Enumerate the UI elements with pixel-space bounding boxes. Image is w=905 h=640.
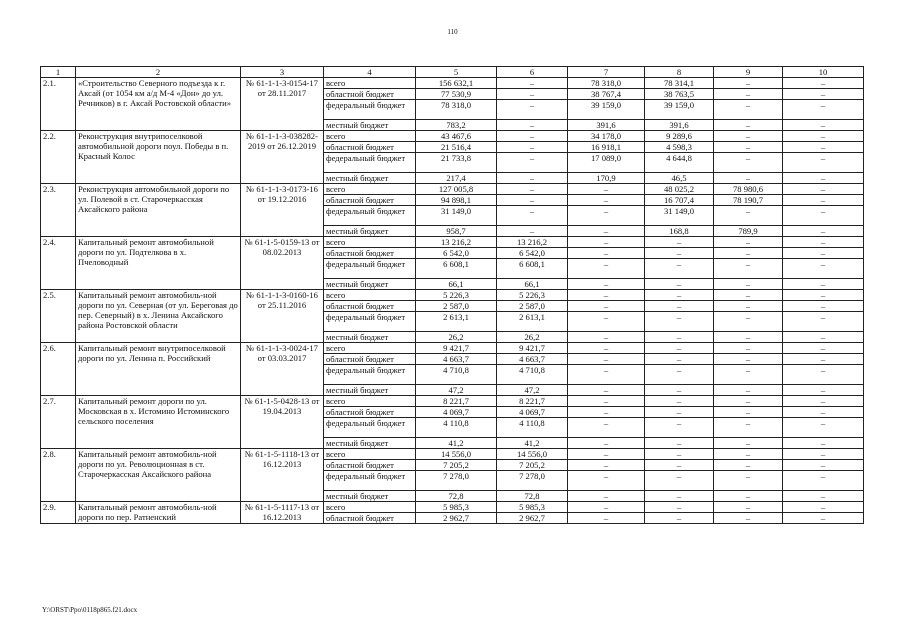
funding-source-cell: местный бюджет: [324, 120, 416, 131]
amount-cell: 391,6: [568, 120, 645, 131]
column-number-row: [41, 67, 864, 78]
amount-cell: 4 069,7: [497, 407, 568, 418]
amount-cell: 94 898,1: [416, 195, 497, 206]
funding-source-cell: всего: [324, 343, 416, 354]
amount-cell: –: [568, 385, 645, 396]
funding-source-cell: областной бюджет: [324, 460, 416, 471]
funding-source-cell: областной бюджет: [324, 89, 416, 100]
amount-cell: –: [714, 100, 783, 120]
file-path-footer: Y:\ORST\Ppo\0118p865.f21.docx: [42, 606, 138, 614]
amount-cell: –: [568, 237, 645, 248]
item-number-cell: 2.3.: [41, 184, 76, 237]
amount-cell: –: [714, 449, 783, 460]
amount-cell: 2 587,0: [497, 301, 568, 312]
column-number-cell: 6: [497, 67, 568, 78]
amount-cell: 5 985,3: [416, 502, 497, 513]
amount-cell: –: [783, 206, 864, 226]
amount-cell: 5 226,3: [497, 290, 568, 301]
funding-source-cell: областной бюджет: [324, 301, 416, 312]
funding-source-cell: областной бюджет: [324, 195, 416, 206]
amount-cell: 9 289,6: [645, 131, 714, 142]
amount-cell: 2 962,7: [416, 513, 497, 524]
expertise-doc-cell: № 61-1-5-1118-13 от 16.12.2013: [241, 449, 324, 502]
amount-cell: 4 710,8: [416, 365, 497, 385]
item-number-cell: 2.9.: [41, 502, 76, 524]
amount-cell: 47,2: [497, 385, 568, 396]
amount-cell: –: [714, 396, 783, 407]
amount-cell: 6 608,1: [416, 259, 497, 279]
funding-source-cell: областной бюджет: [324, 407, 416, 418]
funding-source-cell: федеральный бюджет: [324, 153, 416, 173]
amount-cell: 127 005,8: [416, 184, 497, 195]
funding-source-cell: федеральный бюджет: [324, 312, 416, 332]
amount-cell: –: [714, 131, 783, 142]
amount-cell: 17 089,0: [568, 153, 645, 173]
expertise-doc-cell: № 61-1-5-0428-13 от 19.04.2013: [241, 396, 324, 449]
amount-cell: –: [714, 279, 783, 290]
amount-cell: 78 190,7: [714, 195, 783, 206]
funding-source-cell: всего: [324, 502, 416, 513]
table-row: [41, 449, 864, 460]
amount-cell: –: [783, 460, 864, 471]
funding-source-cell: местный бюджет: [324, 491, 416, 502]
funding-source-cell: местный бюджет: [324, 173, 416, 184]
amount-cell: –: [714, 237, 783, 248]
item-number-cell: 2.8.: [41, 449, 76, 502]
amount-cell: –: [714, 259, 783, 279]
amount-cell: 789,9: [714, 226, 783, 237]
amount-cell: –: [783, 407, 864, 418]
amount-cell: –: [783, 237, 864, 248]
object-name-cell: Капитальный ремонт автомобиль-ной дороги по ул. Северная (от ул. Береговая до пер. Северный) в х. Ленина Аксайского района Ростовской области: [76, 290, 241, 343]
amount-cell: –: [714, 301, 783, 312]
amount-cell: 7 278,0: [497, 471, 568, 491]
funding-source-cell: местный бюджет: [324, 226, 416, 237]
amount-cell: 4 644,8: [645, 153, 714, 173]
column-number-cell: 7: [568, 67, 645, 78]
expertise-doc-cell: № 61-1-1-3-0160-16 от 25.11.2016: [241, 290, 324, 343]
funding-source-cell: федеральный бюджет: [324, 471, 416, 491]
amount-cell: –: [783, 471, 864, 491]
amount-cell: 66,1: [416, 279, 497, 290]
amount-cell: –: [783, 365, 864, 385]
amount-cell: –: [645, 237, 714, 248]
amount-cell: 8 221,7: [416, 396, 497, 407]
amount-cell: 13 216,2: [497, 237, 568, 248]
amount-cell: 5 985,3: [497, 502, 568, 513]
funding-source-cell: всего: [324, 449, 416, 460]
amount-cell: 31 149,0: [645, 206, 714, 226]
expertise-doc-cell: № 61-1-5-1117-13 от 16.12.2013: [241, 502, 324, 524]
amount-cell: –: [568, 513, 645, 524]
table-body: [41, 67, 864, 524]
amount-cell: 39 159,0: [645, 100, 714, 120]
amount-cell: 78 314,1: [645, 78, 714, 89]
amount-cell: 4 069,7: [416, 407, 497, 418]
amount-cell: 8 221,7: [497, 396, 568, 407]
amount-cell: –: [714, 354, 783, 365]
amount-cell: –: [497, 195, 568, 206]
column-number-cell: 3: [241, 67, 324, 78]
amount-cell: –: [714, 343, 783, 354]
object-name-cell: Реконструкция внутрипоселковой автомобильной дороги поул. Победы в п. Красный Колос: [76, 131, 241, 184]
funding-source-cell: областной бюджет: [324, 248, 416, 259]
column-number-cell: 2: [76, 67, 241, 78]
amount-cell: –: [645, 312, 714, 332]
amount-cell: –: [645, 301, 714, 312]
amount-cell: –: [714, 491, 783, 502]
amount-cell: –: [783, 301, 864, 312]
item-number-cell: 2.6.: [41, 343, 76, 396]
amount-cell: –: [645, 471, 714, 491]
amount-cell: 78 318,0: [416, 100, 497, 120]
amount-cell: –: [568, 226, 645, 237]
amount-cell: 6 542,0: [416, 248, 497, 259]
amount-cell: 38 767,4: [568, 89, 645, 100]
amount-cell: –: [645, 407, 714, 418]
amount-cell: –: [783, 173, 864, 184]
amount-cell: 4 663,7: [497, 354, 568, 365]
amount-cell: –: [645, 438, 714, 449]
amount-cell: 66,1: [497, 279, 568, 290]
object-name-cell: Реконструкция автомобильной дороги по ул. Полевой в ст. Старочеркасская Аксайского района: [76, 184, 241, 237]
amount-cell: –: [783, 396, 864, 407]
amount-cell: 783,2: [416, 120, 497, 131]
amount-cell: –: [645, 513, 714, 524]
funding-source-cell: федеральный бюджет: [324, 259, 416, 279]
amount-cell: –: [497, 173, 568, 184]
amount-cell: –: [783, 100, 864, 120]
table-row: [41, 343, 864, 354]
amount-cell: –: [568, 195, 645, 206]
amount-cell: –: [568, 332, 645, 343]
amount-cell: 7 205,2: [416, 460, 497, 471]
amount-cell: –: [645, 279, 714, 290]
amount-cell: –: [568, 301, 645, 312]
amount-cell: –: [568, 312, 645, 332]
amount-cell: –: [783, 449, 864, 460]
amount-cell: 9 421,7: [416, 343, 497, 354]
item-number-cell: 2.4.: [41, 237, 76, 290]
amount-cell: –: [783, 513, 864, 524]
amount-cell: 26,2: [416, 332, 497, 343]
amount-cell: –: [645, 248, 714, 259]
amount-cell: –: [568, 460, 645, 471]
amount-cell: –: [783, 142, 864, 153]
amount-cell: –: [714, 206, 783, 226]
amount-cell: 26,2: [497, 332, 568, 343]
amount-cell: –: [568, 343, 645, 354]
amount-cell: –: [714, 407, 783, 418]
amount-cell: 39 159,0: [568, 100, 645, 120]
amount-cell: –: [714, 502, 783, 513]
amount-cell: –: [645, 354, 714, 365]
amount-cell: 72,8: [497, 491, 568, 502]
funding-source-cell: федеральный бюджет: [324, 418, 416, 438]
amount-cell: –: [783, 120, 864, 131]
amount-cell: –: [568, 206, 645, 226]
column-number-cell: 4: [324, 67, 416, 78]
amount-cell: –: [714, 120, 783, 131]
amount-cell: –: [714, 460, 783, 471]
object-name-cell: Капитальный ремонт автомобиль-ной дороги по пер. Ратненский: [76, 502, 241, 524]
amount-cell: –: [783, 153, 864, 173]
funding-source-cell: местный бюджет: [324, 438, 416, 449]
amount-cell: –: [783, 491, 864, 502]
amount-cell: –: [497, 153, 568, 173]
expertise-doc-cell: № 61-1-1-3-0154-17 от 28.11.2017: [241, 78, 324, 131]
amount-cell: –: [645, 449, 714, 460]
column-number-cell: 10: [783, 67, 864, 78]
amount-cell: 9 421,7: [497, 343, 568, 354]
amount-cell: –: [497, 206, 568, 226]
amount-cell: –: [714, 290, 783, 301]
object-name-cell: Капитальный ремонт автомобиль-ной дороги по ул. Революционная в ст. Старочеркасская Аксайского района: [76, 449, 241, 502]
amount-cell: –: [783, 385, 864, 396]
amount-cell: –: [568, 290, 645, 301]
amount-cell: –: [568, 184, 645, 195]
object-name-cell: Капитальный ремонт внутрипоселковой дороги по ул. Ленина п. Российский: [76, 343, 241, 396]
amount-cell: 6 608,1: [497, 259, 568, 279]
amount-cell: –: [645, 343, 714, 354]
amount-cell: –: [645, 502, 714, 513]
expertise-doc-cell: № 61-1-1-3-0173-16 от 19.12.2016: [241, 184, 324, 237]
amount-cell: 14 556,0: [497, 449, 568, 460]
item-number-cell: 2.7.: [41, 396, 76, 449]
amount-cell: 14 556,0: [416, 449, 497, 460]
amount-cell: 47,2: [416, 385, 497, 396]
amount-cell: 4 710,8: [497, 365, 568, 385]
amount-cell: –: [645, 365, 714, 385]
page-number: 110: [447, 28, 458, 36]
amount-cell: –: [645, 385, 714, 396]
expertise-doc-cell: № 61-1-1-3-0024-17 от 03.03.2017: [241, 343, 324, 396]
object-name-cell: «Строительство Северного подъезда к г. Аксай (от 1054 км а/д М-4 «Дон» до ул. Речников) в г. Аксай Ростовской области»: [76, 78, 241, 131]
amount-cell: 21 516,4: [416, 142, 497, 153]
amount-cell: 4 598,3: [645, 142, 714, 153]
amount-cell: –: [568, 279, 645, 290]
amount-cell: 48 025,2: [645, 184, 714, 195]
funding-source-cell: федеральный бюджет: [324, 365, 416, 385]
amount-cell: 72,8: [416, 491, 497, 502]
amount-cell: 21 733,8: [416, 153, 497, 173]
amount-cell: –: [568, 365, 645, 385]
amount-cell: –: [783, 438, 864, 449]
funding-source-cell: всего: [324, 290, 416, 301]
amount-cell: –: [714, 513, 783, 524]
amount-cell: –: [568, 418, 645, 438]
amount-cell: –: [714, 471, 783, 491]
amount-cell: –: [645, 491, 714, 502]
object-name-cell: Капитальный ремонт автомобильной дороги по ул. Подтелкова в х. Пчеловодный: [76, 237, 241, 290]
amount-cell: –: [568, 259, 645, 279]
item-number-cell: 2.1.: [41, 78, 76, 131]
amount-cell: –: [568, 471, 645, 491]
amount-cell: 156 632,1: [416, 78, 497, 89]
funding-source-cell: всего: [324, 396, 416, 407]
amount-cell: –: [783, 332, 864, 343]
amount-cell: –: [783, 131, 864, 142]
table-row: [41, 131, 864, 142]
amount-cell: 38 763,5: [645, 89, 714, 100]
amount-cell: 41,2: [416, 438, 497, 449]
amount-cell: 7 205,2: [497, 460, 568, 471]
amount-cell: –: [783, 184, 864, 195]
amount-cell: 217,4: [416, 173, 497, 184]
funding-source-cell: федеральный бюджет: [324, 206, 416, 226]
amount-cell: –: [714, 89, 783, 100]
amount-cell: –: [645, 290, 714, 301]
amount-cell: –: [568, 354, 645, 365]
table-row: [41, 237, 864, 248]
amount-cell: –: [645, 396, 714, 407]
amount-cell: 31 149,0: [416, 206, 497, 226]
amount-cell: –: [714, 78, 783, 89]
amount-cell: 77 530,9: [416, 89, 497, 100]
amount-cell: –: [497, 100, 568, 120]
amount-cell: 78 980,6: [714, 184, 783, 195]
amount-cell: 5 226,3: [416, 290, 497, 301]
amount-cell: –: [497, 226, 568, 237]
amount-cell: –: [783, 78, 864, 89]
funding-source-cell: областной бюджет: [324, 142, 416, 153]
amount-cell: –: [783, 354, 864, 365]
amount-cell: –: [497, 142, 568, 153]
amount-cell: –: [497, 89, 568, 100]
funding-source-cell: местный бюджет: [324, 385, 416, 396]
amount-cell: –: [497, 184, 568, 195]
amount-cell: –: [568, 491, 645, 502]
funding-source-cell: местный бюджет: [324, 279, 416, 290]
amount-cell: 2 587,0: [416, 301, 497, 312]
amount-cell: 4 110,8: [497, 418, 568, 438]
amount-cell: –: [714, 248, 783, 259]
amount-cell: 4 663,7: [416, 354, 497, 365]
item-number-cell: 2.2.: [41, 131, 76, 184]
amount-cell: 170,9: [568, 173, 645, 184]
funding-source-cell: федеральный бюджет: [324, 100, 416, 120]
amount-cell: 13 216,2: [416, 237, 497, 248]
amount-cell: –: [783, 502, 864, 513]
amount-cell: –: [783, 279, 864, 290]
object-name-cell: Капитальный ремонт дороги по ул. Московская в х. Истомино Истоминского сельского поселения: [76, 396, 241, 449]
amount-cell: –: [714, 173, 783, 184]
table-row: [41, 290, 864, 301]
amount-cell: –: [783, 290, 864, 301]
funding-table: [40, 66, 864, 524]
amount-cell: 41,2: [497, 438, 568, 449]
amount-cell: 16 707,4: [645, 195, 714, 206]
amount-cell: –: [783, 312, 864, 332]
amount-cell: –: [714, 365, 783, 385]
amount-cell: 78 318,0: [568, 78, 645, 89]
amount-cell: –: [714, 332, 783, 343]
funding-source-cell: местный бюджет: [324, 332, 416, 343]
amount-cell: –: [783, 259, 864, 279]
amount-cell: –: [783, 248, 864, 259]
amount-cell: 34 178,0: [568, 131, 645, 142]
amount-cell: –: [497, 131, 568, 142]
column-number-cell: 8: [645, 67, 714, 78]
funding-source-cell: областной бюджет: [324, 354, 416, 365]
amount-cell: 43 467,6: [416, 131, 497, 142]
amount-cell: –: [497, 120, 568, 131]
amount-cell: –: [645, 460, 714, 471]
amount-cell: 2 613,1: [497, 312, 568, 332]
amount-cell: 7 278,0: [416, 471, 497, 491]
amount-cell: –: [568, 248, 645, 259]
amount-cell: 4 110,8: [416, 418, 497, 438]
funding-source-cell: всего: [324, 78, 416, 89]
funding-source-cell: всего: [324, 237, 416, 248]
table-row: [41, 78, 864, 89]
amount-cell: –: [568, 438, 645, 449]
amount-cell: 2 613,1: [416, 312, 497, 332]
amount-cell: –: [497, 78, 568, 89]
expertise-doc-cell: № 61-1-1-3-038282-2019 от 26.12.2019: [241, 131, 324, 184]
amount-cell: –: [645, 418, 714, 438]
amount-cell: –: [645, 332, 714, 343]
table-row: [41, 184, 864, 195]
amount-cell: –: [714, 153, 783, 173]
amount-cell: –: [714, 312, 783, 332]
funding-source-cell: областной бюджет: [324, 513, 416, 524]
amount-cell: –: [783, 195, 864, 206]
column-number-cell: 9: [714, 67, 783, 78]
table-row: [41, 502, 864, 513]
amount-cell: 2 962,7: [497, 513, 568, 524]
amount-cell: –: [568, 449, 645, 460]
amount-cell: 16 918,1: [568, 142, 645, 153]
amount-cell: –: [714, 418, 783, 438]
amount-cell: –: [783, 226, 864, 237]
amount-cell: 168,8: [645, 226, 714, 237]
column-number-cell: 1: [41, 67, 76, 78]
amount-cell: –: [783, 89, 864, 100]
amount-cell: –: [568, 407, 645, 418]
expertise-doc-cell: № 61-1-5-0159-13 от 08.02.2013: [241, 237, 324, 290]
amount-cell: –: [783, 343, 864, 354]
amount-cell: –: [568, 502, 645, 513]
funding-source-cell: всего: [324, 184, 416, 195]
amount-cell: –: [714, 142, 783, 153]
amount-cell: –: [714, 385, 783, 396]
amount-cell: –: [783, 418, 864, 438]
amount-cell: 958,7: [416, 226, 497, 237]
amount-cell: 391,6: [645, 120, 714, 131]
amount-cell: 6 542,0: [497, 248, 568, 259]
amount-cell: –: [645, 259, 714, 279]
amount-cell: –: [568, 396, 645, 407]
item-number-cell: 2.5.: [41, 290, 76, 343]
funding-source-cell: всего: [324, 131, 416, 142]
table-row: [41, 396, 864, 407]
amount-cell: –: [714, 438, 783, 449]
amount-cell: 46,5: [645, 173, 714, 184]
column-number-cell: 5: [416, 67, 497, 78]
